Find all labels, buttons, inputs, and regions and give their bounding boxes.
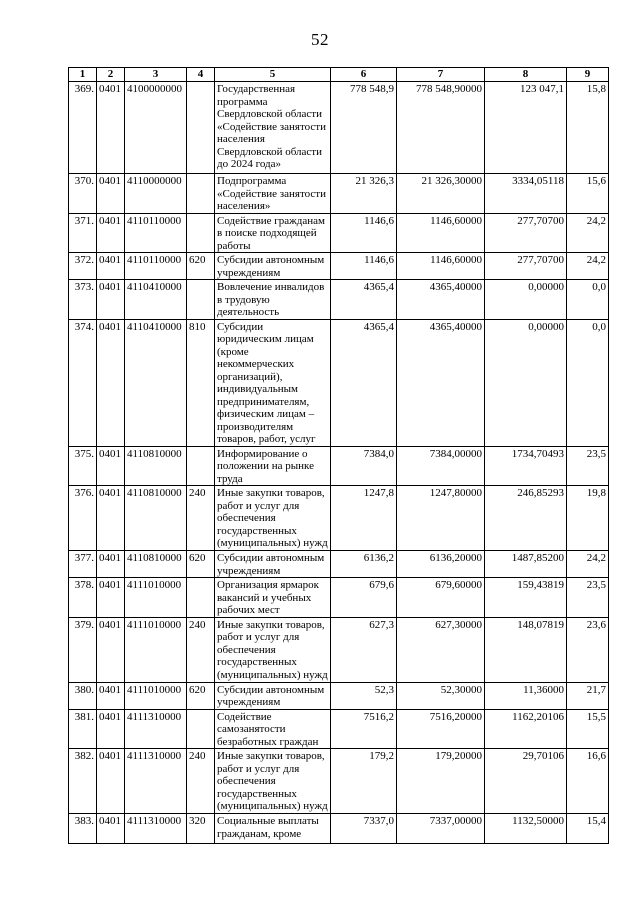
approved-amount: 4365,4 [331,280,397,320]
budget-allocation: 679,60000 [397,578,485,618]
budget-allocation: 778 548,90000 [397,82,485,174]
budget-allocation: 52,30000 [397,682,485,709]
row-number: 371. [69,213,97,253]
table-row [69,617,609,682]
item-name: Иные закупки товаров, работ и услуг для обеспечения государственных (муниципальных) нужд [215,486,331,551]
page-number: 52 [311,30,329,49]
executed-amount: 148,07819 [485,617,567,682]
target-article-code: 4110410000 [125,280,187,320]
expense-type-code: 320 [187,814,215,844]
expense-type-code: 810 [187,319,215,446]
row-number: 374. [69,319,97,446]
row-number: 379. [69,617,97,682]
table-row [69,280,609,320]
row-number: 373. [69,280,97,320]
section-code: 0401 [97,814,125,844]
execution-percent: 15,8 [567,82,609,174]
budget-allocation: 179,20000 [397,749,485,814]
executed-amount: 1487,85200 [485,551,567,578]
execution-percent: 23,5 [567,578,609,618]
target-article-code: 4110110000 [125,253,187,280]
section-code: 0401 [97,319,125,446]
table-row [69,682,609,709]
table-row [69,174,609,214]
item-name: Содействие самозанятости безработных граждан [215,709,331,749]
target-article-code: 4110810000 [125,551,187,578]
column-header: 7 [397,68,485,82]
column-header: 6 [331,68,397,82]
execution-percent: 15,5 [567,709,609,749]
row-number: 372. [69,253,97,280]
section-code: 0401 [97,82,125,174]
item-name: Государственная программа Свердловской области «Содействие занятости населения Свердловской области до 2024 года» [215,82,331,174]
column-header: 2 [97,68,125,82]
target-article-code: 4111010000 [125,682,187,709]
target-article-code: 4110810000 [125,486,187,551]
execution-percent: 15,6 [567,174,609,214]
item-name: Субсидии автономным учреждениям [215,253,331,280]
expense-type-code [187,709,215,749]
budget-allocation: 1146,60000 [397,253,485,280]
row-number: 375. [69,446,97,486]
table-body [69,82,609,844]
approved-amount: 1146,6 [331,213,397,253]
budget-allocation: 627,30000 [397,617,485,682]
section-code: 0401 [97,617,125,682]
section-code: 0401 [97,280,125,320]
target-article-code: 4111310000 [125,814,187,844]
section-code: 0401 [97,709,125,749]
expense-type-code [187,578,215,618]
execution-percent: 19,8 [567,486,609,551]
section-code: 0401 [97,749,125,814]
expense-type-code: 240 [187,617,215,682]
execution-percent: 24,2 [567,253,609,280]
executed-amount: 246,85293 [485,486,567,551]
approved-amount: 179,2 [331,749,397,814]
approved-amount: 52,3 [331,682,397,709]
executed-amount: 277,70700 [485,213,567,253]
budget-allocation: 1146,60000 [397,213,485,253]
approved-amount: 4365,4 [331,319,397,446]
table-row [69,319,609,446]
expense-type-code [187,174,215,214]
executed-amount: 11,36000 [485,682,567,709]
row-number: 369. [69,82,97,174]
table-row [69,578,609,618]
section-code: 0401 [97,682,125,709]
approved-amount: 21 326,3 [331,174,397,214]
target-article-code: 4111310000 [125,709,187,749]
target-article-code: 4111010000 [125,578,187,618]
executed-amount: 0,00000 [485,319,567,446]
table-row [69,253,609,280]
table-row [69,82,609,174]
column-header: 3 [125,68,187,82]
budget-allocation: 4365,40000 [397,319,485,446]
row-number: 378. [69,578,97,618]
executed-amount: 159,43819 [485,578,567,618]
target-article-code: 4110110000 [125,213,187,253]
item-name: Субсидии автономным учреждениям [215,551,331,578]
item-name: Иные закупки товаров, работ и услуг для обеспечения государственных (муниципальных) нужд [215,617,331,682]
table-row [69,446,609,486]
budget-allocation: 1247,80000 [397,486,485,551]
approved-amount: 7337,0 [331,814,397,844]
row-number: 382. [69,749,97,814]
column-header: 5 [215,68,331,82]
column-header: 9 [567,68,609,82]
row-number: 380. [69,682,97,709]
header-row [69,68,609,82]
item-name: Информирование о положении на рынке труда [215,446,331,486]
executed-amount: 1132,50000 [485,814,567,844]
expense-type-code [187,213,215,253]
table-row [69,551,609,578]
approved-amount: 1247,8 [331,486,397,551]
row-number: 377. [69,551,97,578]
section-code: 0401 [97,486,125,551]
column-header: 4 [187,68,215,82]
expense-type-code: 240 [187,749,215,814]
executed-amount: 277,70700 [485,253,567,280]
item-name: Организация ярмарок вакансий и учебных рабочих мест [215,578,331,618]
item-name: Иные закупки товаров, работ и услуг для обеспечения государственных (муниципальных) нужд [215,749,331,814]
table-row [69,213,609,253]
section-code: 0401 [97,551,125,578]
section-code: 0401 [97,213,125,253]
execution-percent: 23,6 [567,617,609,682]
budget-allocation: 7384,00000 [397,446,485,486]
execution-percent: 23,5 [567,446,609,486]
executed-amount: 29,70106 [485,749,567,814]
row-number: 376. [69,486,97,551]
approved-amount: 778 548,9 [331,82,397,174]
item-name: Субсидии юридическим лицам (кроме некоммерческих организаций), индивидуальным предпринимателям, физическим лицам – производителям товаров, работ, услуг [215,319,331,446]
item-name: Вовлечение инвалидов в трудовую деятельность [215,280,331,320]
execution-percent: 15,4 [567,814,609,844]
expense-type-code: 620 [187,551,215,578]
approved-amount: 679,6 [331,578,397,618]
section-code: 0401 [97,253,125,280]
budget-allocation: 6136,20000 [397,551,485,578]
row-number: 383. [69,814,97,844]
executed-amount: 0,00000 [485,280,567,320]
target-article-code: 4110000000 [125,174,187,214]
approved-amount: 6136,2 [331,551,397,578]
executed-amount: 123 047,1 [485,82,567,174]
row-number: 370. [69,174,97,214]
table-row [69,486,609,551]
section-code: 0401 [97,578,125,618]
row-number: 381. [69,709,97,749]
budget-allocation: 7337,00000 [397,814,485,844]
target-article-code: 4100000000 [125,82,187,174]
table-row [69,814,609,844]
expense-type-code: 620 [187,253,215,280]
executed-amount: 1162,20106 [485,709,567,749]
target-article-code: 4111010000 [125,617,187,682]
budget-allocation: 7516,20000 [397,709,485,749]
table-row [69,709,609,749]
approved-amount: 7384,0 [331,446,397,486]
item-name: Субсидии автономным учреждениям [215,682,331,709]
budget-table [68,67,609,844]
approved-amount: 627,3 [331,617,397,682]
item-name: Социальные выплаты гражданам, кроме [215,814,331,844]
expense-type-code: 620 [187,682,215,709]
executed-amount: 3334,05118 [485,174,567,214]
target-article-code: 4110810000 [125,446,187,486]
execution-percent: 24,2 [567,551,609,578]
section-code: 0401 [97,174,125,214]
column-header: 8 [485,68,567,82]
budget-allocation: 4365,40000 [397,280,485,320]
execution-percent: 0,0 [567,319,609,446]
column-header: 1 [69,68,97,82]
table-row [69,749,609,814]
expense-type-code [187,280,215,320]
expense-type-code [187,82,215,174]
expense-type-code [187,446,215,486]
expense-type-code: 240 [187,486,215,551]
approved-amount: 7516,2 [331,709,397,749]
section-code: 0401 [97,446,125,486]
execution-percent: 16,6 [567,749,609,814]
execution-percent: 24,2 [567,213,609,253]
execution-percent: 21,7 [567,682,609,709]
approved-amount: 1146,6 [331,253,397,280]
budget-allocation: 21 326,30000 [397,174,485,214]
item-name: Подпрограмма «Содействие занятости населения» [215,174,331,214]
executed-amount: 1734,70493 [485,446,567,486]
target-article-code: 4111310000 [125,749,187,814]
execution-percent: 0,0 [567,280,609,320]
item-name: Содействие гражданам в поиске подходящей работы [215,213,331,253]
target-article-code: 4110410000 [125,319,187,446]
